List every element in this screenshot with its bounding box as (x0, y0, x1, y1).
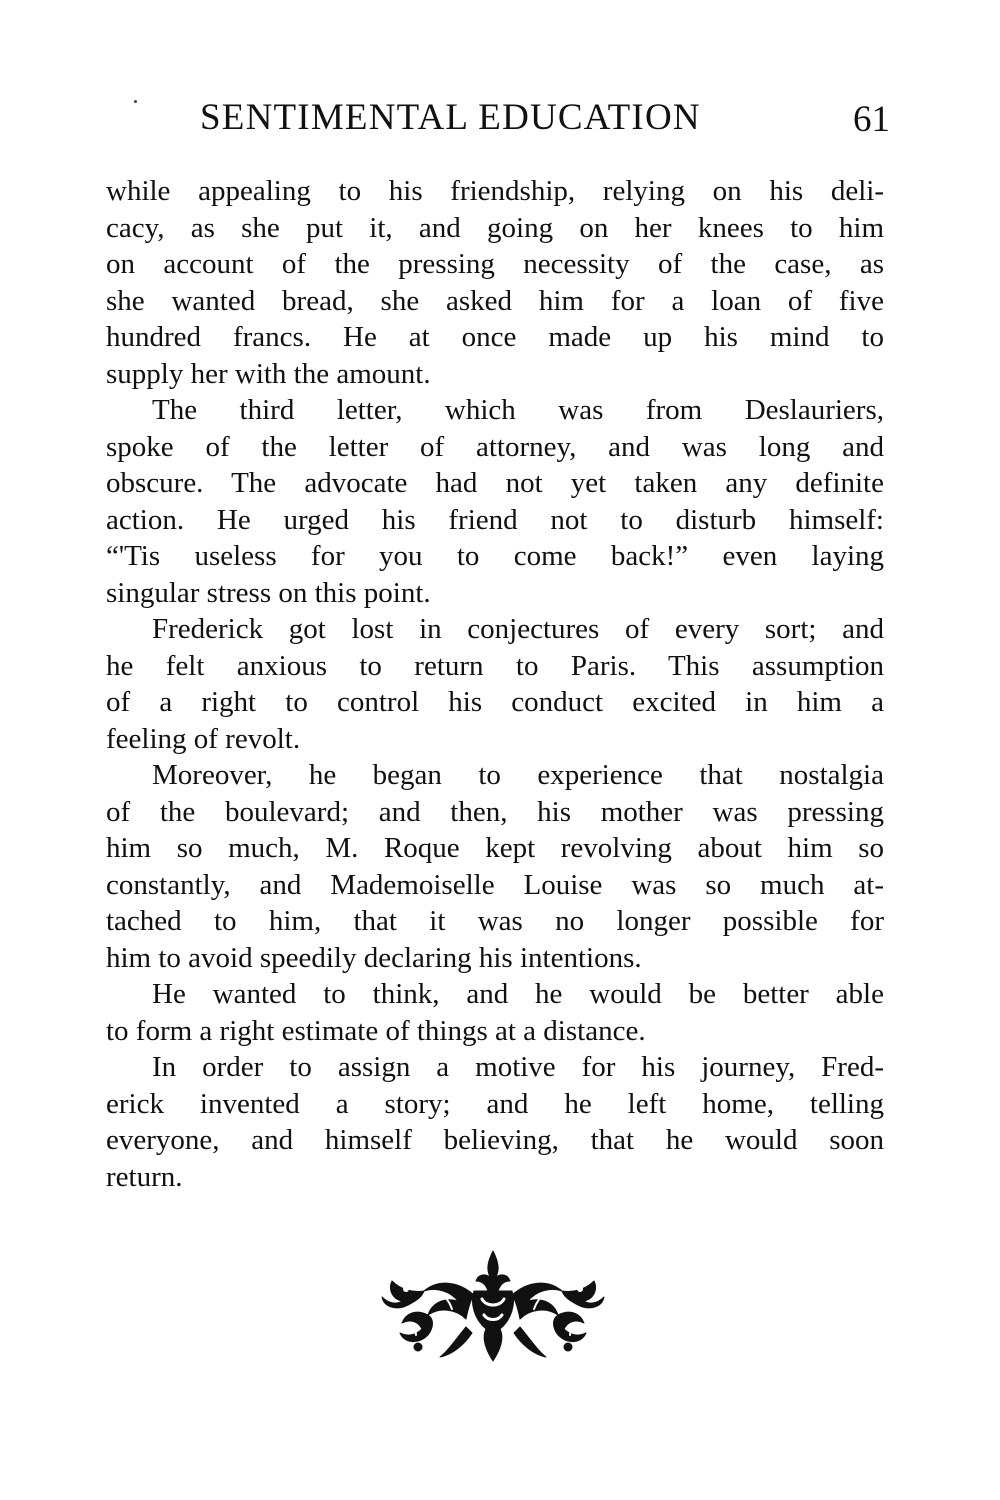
text-line: of a right to control his conduct excited in him a (106, 686, 884, 718)
text-line: return. (106, 1160, 183, 1193)
text-line: feeling of revolt. (106, 722, 301, 755)
body-text (106, 173, 884, 1195)
text-line: erick invented a story; and he left home, telling (106, 1087, 884, 1120)
text-line: him to avoid speedily declaring his intentions. (106, 941, 642, 974)
text-line: to form a right estimate of things at a distance. (106, 1014, 646, 1047)
text-line: action. He urged his friend not to disturb himself: (106, 503, 884, 536)
text-line: he felt anxious to return to Paris. This assumption (106, 649, 884, 682)
text-line: cacy, as she put it, and going on her knees to him (106, 211, 884, 244)
text-line: “'Tis useless for you to come back!” even laying (106, 540, 884, 572)
text-line: Moreover, he began to experience that nostalgia (152, 759, 884, 791)
text-line: everyone, and himself believing, that he would soon (106, 1124, 884, 1156)
header-speck (134, 100, 137, 103)
page-number: 61 (853, 99, 890, 140)
text-line: constantly, and Mademoiselle Louise was so much at- (106, 868, 884, 901)
text-line: In order to assign a motive for his journey, Fred- (152, 1051, 884, 1083)
text-line: she wanted bread, she asked him for a loan of five (106, 284, 884, 317)
text-line: The third letter, which was from Deslauriers, (152, 394, 884, 426)
text-line: He wanted to think, and he would be better able (152, 978, 884, 1010)
text-line: tached to him, that it was no longer possible for (106, 905, 884, 937)
text-line: Frederick got lost in conjectures of every sort; and (152, 613, 884, 645)
running-title: SENTIMENTAL EDUCATION (200, 97, 701, 138)
text-line: supply her with the amount. (106, 357, 431, 390)
text-line: singular stress on this point. (106, 576, 431, 609)
text-line: him so much, M. Roque kept revolving about him so (106, 832, 884, 864)
text-line: while appealing to his friendship, relying on his deli- (106, 175, 884, 207)
page-header (200, 96, 890, 140)
floral-tailpiece-ornament-icon (378, 1247, 608, 1365)
text-line: on account of the pressing necessity of the case, as (106, 248, 884, 280)
text-line: hundred francs. He at once made up his mind to (106, 321, 884, 353)
text-line: spoke of the letter of attorney, and was long and (106, 430, 884, 463)
text-line: of the boulevard; and then, his mother was pressing (106, 795, 884, 828)
text-line: obscure. The advocate had not yet taken any definite (106, 467, 884, 499)
